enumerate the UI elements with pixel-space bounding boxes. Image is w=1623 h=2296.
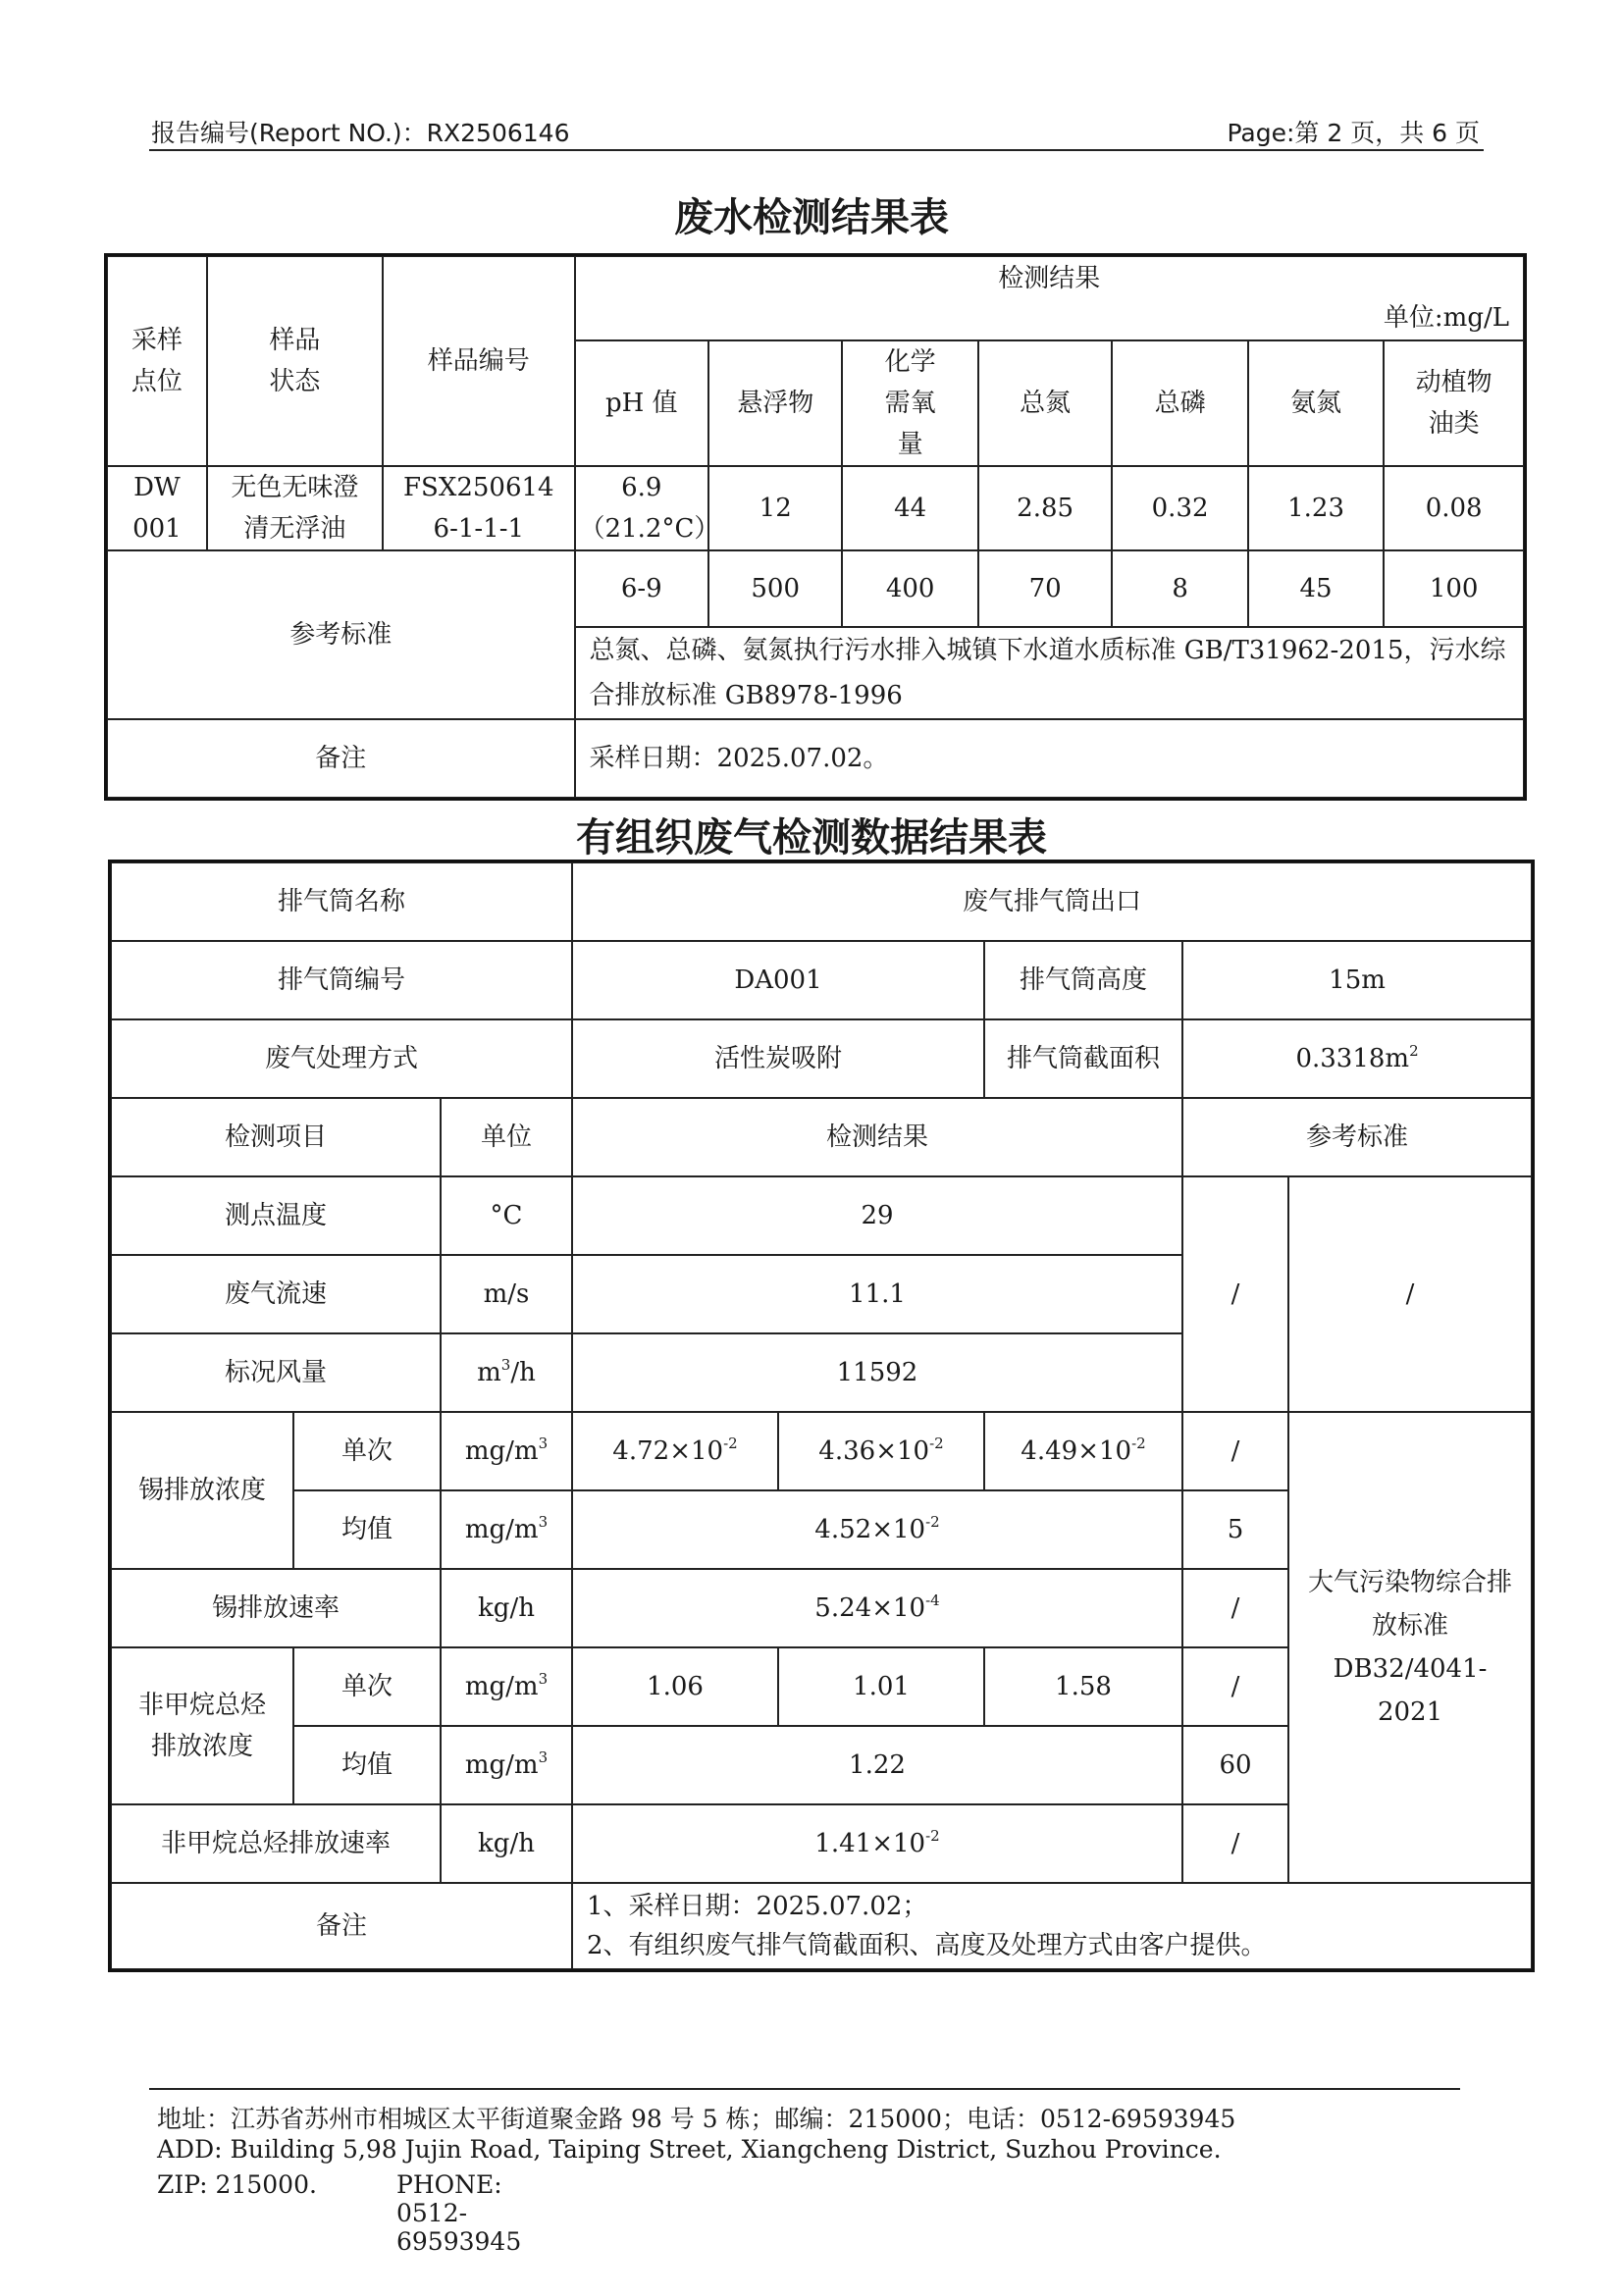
temp-unit: °C [441,1176,572,1255]
sample-code: FSX2506146-1-1-1 [383,466,575,550]
footer-divider [149,2088,1460,2090]
ref-nh3n: 45 [1248,550,1384,627]
reference-label: 参考标准 [107,550,575,719]
nmhc-avg-label: 均值 [293,1726,441,1804]
ref-ss: 500 [708,550,842,627]
stack-no-label: 排气筒编号 [111,941,572,1019]
item-ph: pH 值 [575,340,708,466]
gas-remark-2: 2、有组织废气排气筒截面积、高度及处理方式由客户提供。 [587,1931,1267,1960]
tin-rate-value: $5.24\times 10^{-4}$ [572,1569,1182,1647]
item-tn: 总氮 [978,340,1112,466]
nmhc-rate-limit: / [1182,1804,1288,1883]
ref-tn: 70 [978,550,1112,627]
sample-state: 无色无味澄清无浮油 [207,466,383,550]
col-sample-state: 样品状态 [207,256,383,466]
reference-note: 总氮、总磷、氨氮执行污水排入城镇下水道水质标准 GB/T31962-2015，污水综合排放标准 GB8978-1996 [575,627,1524,719]
emission-standard: 大气污染物综合排放标准DB32/4041-2021 [1288,1412,1532,1883]
ph-value: 6.9 （21.2°C） [575,466,708,550]
tin-single-unit: $mg/m^3$ [441,1412,572,1490]
treatment: 活性炭吸附 [572,1019,984,1098]
nmhc-single-2: 1.01 [778,1647,984,1726]
gas-remark-label: 备注 [111,1883,572,1969]
footer-phone: PHONE: 0512-69593945 [396,2170,522,2256]
col-reference: 参考标准 [1182,1098,1532,1176]
stack-height: 15m [1182,941,1532,1019]
item-ss: 悬浮物 [708,340,842,466]
area-value: $0.3318m^2$ [1182,1019,1532,1098]
tin-avg-unit: $mg/m^3$ [441,1490,572,1569]
nh3n-value: 1.23 [1248,466,1384,550]
stack-no: DA001 [572,941,984,1019]
item-oil: 动植物油类 [1384,340,1524,466]
report-header [149,110,1484,151]
nmhc-conc-label: 非甲烷总烃排放浓度 [111,1647,293,1804]
tin-rate-limit: / [1182,1569,1288,1647]
sample-point: DW001 [107,466,207,550]
tp-value: 0.32 [1112,466,1247,550]
ss-value: 12 [708,466,842,550]
unit-label: 单位:mg/L [1383,303,1509,333]
gas-remark-text [572,1883,1532,1969]
item-cod: 化学需氧量 [842,340,977,466]
footer-zip: ZIP: 215000. [157,2170,317,2199]
tn-value: 2.85 [978,466,1112,550]
stack-name-label: 排气筒名称 [111,862,572,941]
results-header [575,256,1524,340]
tin-single-1: $4.72\times 10^{-2}$ [572,1412,778,1490]
tin-avg-limit: 5 [1182,1490,1288,1569]
volume-label: 标况风量 [111,1333,441,1412]
stack-height-label: 排气筒高度 [984,941,1182,1019]
exhaust-table-title: 有组织废气检测数据结果表 [576,815,1047,861]
nmhc-rate-value: $1.41\times 10^{-2}$ [572,1804,1182,1883]
tin-single-label: 单次 [293,1412,441,1490]
item-tp: 总磷 [1112,340,1247,466]
nmhc-single-1: 1.06 [572,1647,778,1726]
wastewater-results-table [106,255,1525,799]
tin-conc-label: 锡排放浓度 [111,1412,293,1569]
exhaust-results-table [110,861,1533,1970]
item-nh3n: 氨氮 [1248,340,1384,466]
col-sample-code: 样品编号 [383,256,575,466]
ref-slash-a: / [1182,1176,1288,1412]
tin-single-limit: / [1182,1412,1288,1490]
tin-single-3: $4.49\times 10^{-2}$ [984,1412,1182,1490]
treatment-label: 废气处理方式 [111,1019,572,1098]
page-number: Page:第 2 页，共 6 页 [1227,119,1480,147]
volume-value: 11592 [572,1333,1182,1412]
footer-contact [157,2170,522,2256]
tin-rate-unit: kg/h [441,1569,572,1647]
temp-label: 测点温度 [111,1176,441,1255]
col-unit: 单位 [441,1098,572,1176]
tin-avg-label: 均值 [293,1490,441,1569]
footer-address-en: ADD: Building 5,98 Jujin Road, Taiping Street, Xiangcheng District, Suzhou Province. [157,2135,1222,2164]
area-label: 排气筒截面积 [984,1019,1182,1098]
nmhc-single-limit: / [1182,1647,1288,1726]
stack-name: 废气排气筒出口 [572,862,1532,941]
results-label: 检测结果 [998,264,1101,293]
nmhc-avg-limit: 60 [1182,1726,1288,1804]
temp-value: 29 [572,1176,1182,1255]
nmhc-single-label: 单次 [293,1647,441,1726]
oil-value: 0.08 [1384,466,1524,550]
ref-tp: 8 [1112,550,1247,627]
nmhc-single-unit: $mg/m^3$ [441,1647,572,1726]
nmhc-rate-unit: kg/h [441,1804,572,1883]
ref-slash-b: / [1288,1176,1532,1412]
wastewater-table-title: 废水检测结果表 [674,195,949,240]
volume-unit: $m^3/h$ [441,1333,572,1412]
cod-value: 44 [842,466,977,550]
tin-rate-label: 锡排放速率 [111,1569,441,1647]
flow-label: 废气流速 [111,1255,441,1333]
col-sampling-point: 采样点位 [107,256,207,466]
col-result: 检测结果 [572,1098,1182,1176]
tin-single-2: $4.36\times 10^{-2}$ [778,1412,984,1490]
col-item: 检测项目 [111,1098,441,1176]
nmhc-single-3: 1.58 [984,1647,1182,1726]
nmhc-avg-unit: $mg/m^3$ [441,1726,572,1804]
remark-label: 备注 [107,719,575,798]
gas-remark-1: 1、采样日期：2025.07.02； [587,1892,928,1921]
report-number: 报告编号(Report NO.)：RX2506146 [151,119,570,147]
ref-cod: 400 [842,550,977,627]
flow-value: 11.1 [572,1255,1182,1333]
footer-address-cn: 地址：江苏省苏州市相城区太平街道聚金路 98 号 5 栋；邮编：215000；电话：0512-69593945 [157,2105,1236,2133]
nmhc-avg-value: 1.22 [572,1726,1182,1804]
ref-oil: 100 [1384,550,1524,627]
ref-ph: 6-9 [575,550,708,627]
tin-avg-value: $4.52\times 10^{-2}$ [572,1490,1182,1569]
remark-text: 采样日期：2025.07.02。 [575,719,1524,798]
flow-unit: m/s [441,1255,572,1333]
nmhc-rate-label: 非甲烷总烃排放速率 [111,1804,441,1883]
